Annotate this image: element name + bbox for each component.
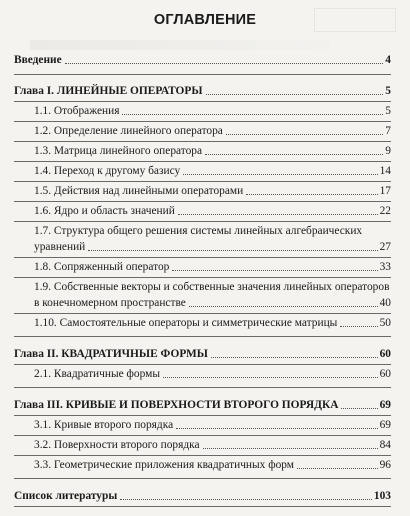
toc-entry-1-10 [14, 316, 391, 331]
section-divider [14, 101, 391, 102]
page-number: 5 [385, 85, 391, 97]
entry-title: 1.8. Сопряженный оператор [34, 261, 170, 273]
row-divider [14, 277, 391, 278]
entry-title: 1.3. Матрица линейного оператора [34, 145, 203, 157]
entry-title: 3.3. Геометрические приложения квадратичных форм [34, 459, 295, 471]
section-divider [14, 415, 391, 416]
row-divider [14, 121, 391, 122]
toc-entry-1-6 [14, 204, 391, 219]
toc-entry-1-9-line1: 1.9. Собственные векторы и собственные значения линейных операторов [34, 281, 390, 293]
entry-title: Глава I. ЛИНЕЙНЫЕ ОПЕРАТОРЫ [14, 85, 203, 97]
toc-entry-1-7-line1: 1.7. Структура общего решения системы линейных алгебраических [34, 225, 363, 237]
section-divider [14, 336, 391, 337]
table-of-contents [14, 53, 391, 509]
dot-leader [172, 270, 377, 271]
entry-title: в конечномерном пространстве [34, 297, 186, 309]
dot-leader [340, 326, 377, 327]
page-number: 50 [379, 317, 391, 329]
toc-entry-1-1 [14, 104, 391, 119]
row-divider [14, 221, 391, 222]
dot-leader [163, 377, 378, 378]
entry-title: Список литературы [14, 490, 118, 502]
dot-leader [205, 154, 383, 155]
page-number: 103 [373, 490, 391, 502]
entry-title: 1.2. Определение линейного оператора [34, 125, 223, 137]
row-divider [14, 161, 391, 162]
dot-leader [176, 428, 377, 429]
row-divider [14, 455, 391, 456]
toc-entry-1-7 [14, 240, 391, 255]
dot-leader [211, 357, 378, 358]
page-title: ОГЛАВЛЕНИЕ [153, 12, 257, 28]
page-number: 60 [379, 368, 391, 380]
section-divider [14, 506, 391, 507]
toc-entry-references [14, 489, 391, 504]
page-number: 27 [379, 241, 391, 253]
dot-leader [189, 306, 378, 307]
bleed-through-shadow [30, 40, 330, 50]
dot-leader [120, 499, 372, 500]
dot-leader [246, 194, 377, 195]
toc-entry-chapter-3 [14, 398, 391, 413]
toc-entry-3-3 [14, 458, 391, 473]
entry-title: уравнений [34, 241, 86, 253]
row-divider [14, 435, 391, 436]
entry-title: 1.4. Переход к другому базису [34, 165, 181, 177]
page-number: 33 [379, 261, 391, 273]
row-divider [14, 313, 391, 314]
page-number: 7 [385, 125, 391, 137]
page-number: 84 [379, 439, 391, 451]
page-number: 9 [385, 145, 391, 157]
page-number: 17 [379, 185, 391, 197]
toc-entry-3-1 [14, 418, 391, 433]
entry-title: Глава III. КРИВЫЕ И ПОВЕРХНОСТИ ВТОРОГО ПОРЯДКА [14, 399, 339, 411]
page-number: 69 [379, 419, 391, 431]
dot-leader [65, 63, 384, 64]
dot-leader [88, 250, 377, 251]
dot-leader [183, 174, 377, 175]
entry-title: Глава II. КВАДРАТИЧНЫЕ ФОРМЫ [14, 348, 208, 360]
section-divider [14, 387, 391, 388]
dot-leader [122, 114, 383, 115]
toc-entry-1-3 [14, 144, 391, 159]
entry-title: 3.2. Поверхности второго порядка [34, 439, 200, 451]
toc-entry-3-2 [14, 438, 391, 453]
toc-entry-1-8 [14, 260, 391, 275]
entry-title: 2.1. Квадратичные формы [34, 368, 160, 380]
entry-title: 1.6. Ядро и область значений [34, 205, 175, 217]
page-number: 22 [379, 205, 391, 217]
page-number: 4 [385, 54, 391, 66]
dot-leader [203, 448, 378, 449]
dot-leader [178, 214, 378, 215]
page-number: 69 [379, 399, 391, 411]
toc-entry-1-9 [14, 296, 391, 311]
row-divider [14, 257, 391, 258]
entry-title: 3.1. Кривые второго порядка [34, 419, 174, 431]
toc-entry-1-5 [14, 184, 391, 199]
entry-title: Введение [14, 54, 62, 66]
row-divider [14, 201, 391, 202]
dot-leader [341, 408, 377, 409]
dot-leader [226, 134, 383, 135]
section-divider [14, 478, 391, 479]
toc-entry-intro [14, 53, 391, 68]
toc-entry-2-1 [14, 367, 391, 382]
toc-entry-1-2 [14, 124, 391, 139]
row-divider [14, 181, 391, 182]
dot-leader [206, 94, 384, 95]
row-divider [14, 141, 391, 142]
page-number: 5 [385, 105, 391, 117]
page-number: 40 [379, 297, 391, 309]
section-divider [14, 74, 391, 75]
page-number: 96 [379, 459, 391, 471]
entry-title: 1.10. Самостоятельные операторы и симметрические матрицы [34, 317, 338, 329]
toc-entry-chapter-1 [14, 84, 391, 99]
page-number: 60 [379, 348, 391, 360]
toc-entry-chapter-2 [14, 347, 391, 362]
dot-leader [297, 468, 378, 469]
page-number: 14 [379, 165, 391, 177]
entry-title: 1.1. Отображения [34, 105, 120, 117]
entry-title: 1.5. Действия над линейными операторами [34, 185, 244, 197]
section-divider [14, 364, 391, 365]
toc-entry-1-4 [14, 164, 391, 179]
